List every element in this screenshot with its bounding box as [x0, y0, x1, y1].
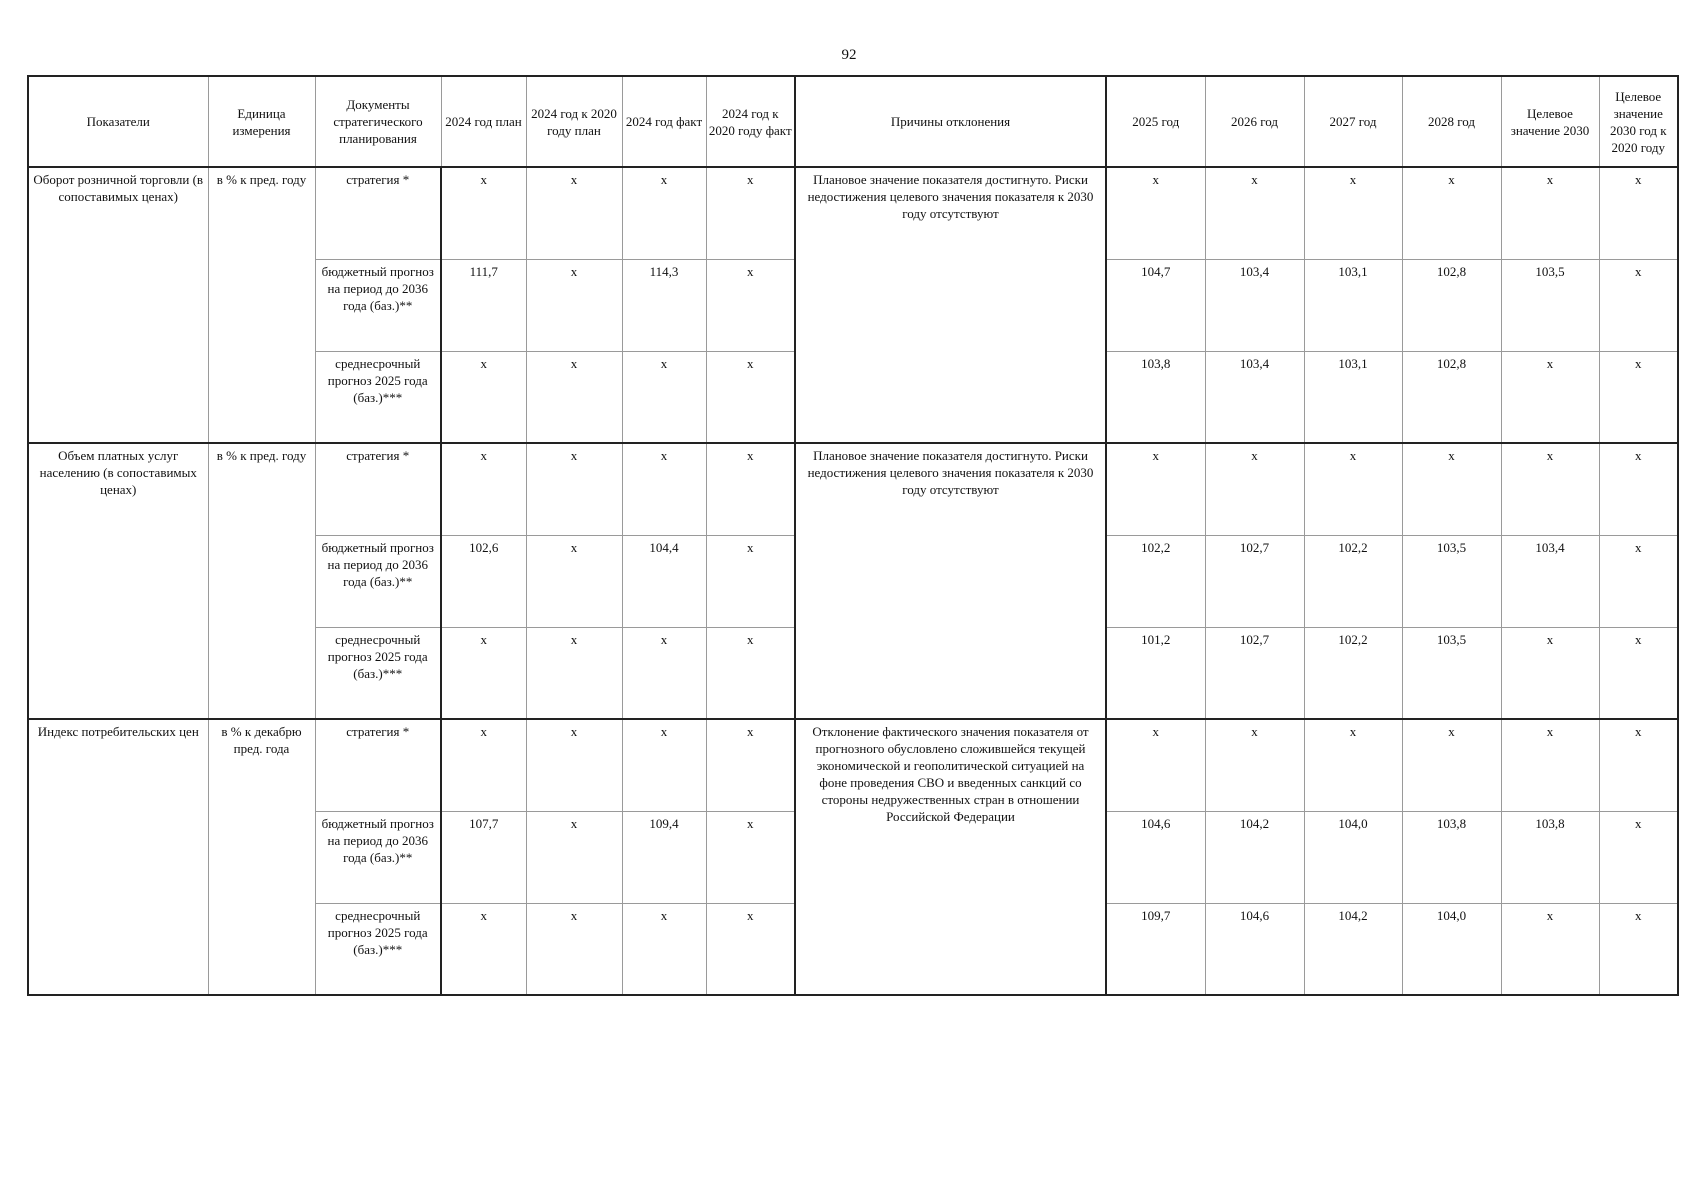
value-cell: 102,6	[441, 535, 526, 627]
value-cell: х	[441, 167, 526, 259]
value-cell: х	[1501, 903, 1599, 995]
value-cell: 102,8	[1402, 351, 1501, 443]
document-cell: бюджетный прогноз на период до 2036 года (баз.)**	[315, 811, 441, 903]
header-documents: Документы стратегического планирования	[315, 76, 441, 167]
value-cell: х	[526, 903, 622, 995]
value-cell: 104,6	[1205, 903, 1304, 995]
header-2024-plan: 2024 год план	[441, 76, 526, 167]
value-cell: х	[1599, 167, 1678, 259]
value-cell: 103,1	[1304, 259, 1402, 351]
value-cell: х	[1501, 443, 1599, 535]
value-cell: х	[526, 443, 622, 535]
value-cell: х	[1599, 535, 1678, 627]
value-cell: 102,2	[1106, 535, 1205, 627]
value-cell: х	[441, 443, 526, 535]
header-2025: 2025 год	[1106, 76, 1205, 167]
value-cell: х	[1599, 719, 1678, 811]
value-cell: х	[1402, 719, 1501, 811]
value-cell: 103,5	[1501, 259, 1599, 351]
value-cell: 102,8	[1402, 259, 1501, 351]
value-cell: х	[1501, 167, 1599, 259]
value-cell: х	[622, 167, 706, 259]
header-2024-vs-2020-fact: 2024 год к 2020 году факт	[706, 76, 795, 167]
document-cell: среднесрочный прогноз 2025 года (баз.)***	[315, 351, 441, 443]
value-cell: 103,5	[1402, 627, 1501, 719]
value-cell: х	[622, 719, 706, 811]
value-cell: х	[441, 719, 526, 811]
value-cell: х	[706, 443, 795, 535]
header-indicators: Показатели	[28, 76, 208, 167]
value-cell: х	[1501, 719, 1599, 811]
value-cell: х	[706, 627, 795, 719]
document-cell: среднесрочный прогноз 2025 года (баз.)***	[315, 903, 441, 995]
value-cell: х	[1205, 167, 1304, 259]
indicator-unit: в % к декабрю пред. года	[208, 719, 315, 995]
header-2024-fact: 2024 год факт	[622, 76, 706, 167]
indicator-name: Индекс потребительских цен	[28, 719, 208, 995]
value-cell: х	[526, 535, 622, 627]
indicator-name: Оборот розничной торговли (в сопоставимых ценах)	[28, 167, 208, 443]
value-cell: 104,0	[1402, 903, 1501, 995]
header-unit: Единица измерения	[208, 76, 315, 167]
value-cell: х	[1402, 167, 1501, 259]
value-cell: 102,2	[1304, 535, 1402, 627]
value-cell: х	[526, 719, 622, 811]
value-cell: 102,7	[1205, 627, 1304, 719]
indicator-unit: в % к пред. году	[208, 443, 315, 719]
value-cell: х	[706, 535, 795, 627]
value-cell: х	[1599, 811, 1678, 903]
value-cell: 109,7	[1106, 903, 1205, 995]
value-cell: х	[622, 627, 706, 719]
table-row	[28, 719, 1678, 811]
value-cell: х	[1599, 351, 1678, 443]
value-cell: х	[1304, 719, 1402, 811]
page-number: 92	[841, 47, 857, 63]
value-cell: 109,4	[622, 811, 706, 903]
value-cell: 103,4	[1205, 351, 1304, 443]
table-row	[28, 167, 1678, 259]
value-cell: х	[526, 627, 622, 719]
indicator-unit: в % к пред. году	[208, 167, 315, 443]
value-cell: х	[706, 259, 795, 351]
value-cell: 104,4	[622, 535, 706, 627]
value-cell: х	[1106, 167, 1205, 259]
document-cell: стратегия *	[315, 167, 441, 259]
value-cell: 104,2	[1304, 903, 1402, 995]
document-cell: стратегия *	[315, 719, 441, 811]
value-cell: х	[1205, 719, 1304, 811]
value-cell: х	[526, 259, 622, 351]
header-2026: 2026 год	[1205, 76, 1304, 167]
deviation-reason: Плановое значение показателя достигнуто. Риски недостижения целевого значения показателя к 2030 году отсутствуют	[795, 443, 1106, 719]
deviation-reason: Плановое значение показателя достигнуто. Риски недостижения целевого значения показателя к 2030 году отсутствуют	[795, 167, 1106, 443]
value-cell: х	[1599, 627, 1678, 719]
value-cell: х	[706, 351, 795, 443]
value-cell: х	[526, 351, 622, 443]
indicator-name: Объем платных услуг населению (в сопоставимых ценах)	[28, 443, 208, 719]
header-2028: 2028 год	[1402, 76, 1501, 167]
deviation-reason: Отклонение фактического значения показателя от прогнозного обусловлено сложившейся текущей экономической и геополитической ситуацией на фоне проведения СВО и введенных санкций со стороны недружественных стран в отношении Российской Федерации	[795, 719, 1106, 995]
value-cell: х	[622, 443, 706, 535]
value-cell: х	[1106, 719, 1205, 811]
value-cell: 114,3	[622, 259, 706, 351]
value-cell: 101,2	[1106, 627, 1205, 719]
value-cell: х	[526, 167, 622, 259]
value-cell: х	[1304, 167, 1402, 259]
document-cell: бюджетный прогноз на период до 2036 года (баз.)**	[315, 535, 441, 627]
value-cell: 102,7	[1205, 535, 1304, 627]
document-cell: стратегия *	[315, 443, 441, 535]
header-2027: 2027 год	[1304, 76, 1402, 167]
value-cell: х	[1106, 443, 1205, 535]
value-cell: х	[706, 903, 795, 995]
value-cell: 103,4	[1205, 259, 1304, 351]
value-cell: х	[1402, 443, 1501, 535]
value-cell: 111,7	[441, 259, 526, 351]
header-target-2030-vs-2020: Целевое значение 2030 год к 2020 году	[1599, 76, 1678, 167]
value-cell: х	[1599, 259, 1678, 351]
value-cell: 104,2	[1205, 811, 1304, 903]
value-cell: 104,6	[1106, 811, 1205, 903]
value-cell: х	[441, 627, 526, 719]
table-row	[28, 443, 1678, 535]
value-cell: х	[1205, 443, 1304, 535]
value-cell: х	[706, 167, 795, 259]
value-cell: 103,8	[1501, 811, 1599, 903]
value-cell: х	[706, 811, 795, 903]
document-cell: среднесрочный прогноз 2025 года (баз.)***	[315, 627, 441, 719]
value-cell: 104,7	[1106, 259, 1205, 351]
document-cell: бюджетный прогноз на период до 2036 года (баз.)**	[315, 259, 441, 351]
value-cell: 103,5	[1402, 535, 1501, 627]
value-cell: х	[1501, 351, 1599, 443]
value-cell: 103,1	[1304, 351, 1402, 443]
header-row	[28, 76, 1678, 167]
value-cell: х	[1599, 443, 1678, 535]
value-cell: 107,7	[441, 811, 526, 903]
header-target-2030: Целевое значение 2030	[1501, 76, 1599, 167]
value-cell: х	[622, 351, 706, 443]
value-cell: х	[441, 351, 526, 443]
indicators-table	[27, 75, 1679, 996]
value-cell: 102,2	[1304, 627, 1402, 719]
value-cell: 104,0	[1304, 811, 1402, 903]
value-cell: 103,4	[1501, 535, 1599, 627]
value-cell: 103,8	[1106, 351, 1205, 443]
value-cell: 103,8	[1402, 811, 1501, 903]
header-2024-vs-2020-plan: 2024 год к 2020 году план	[526, 76, 622, 167]
value-cell: х	[441, 903, 526, 995]
value-cell: х	[1599, 903, 1678, 995]
value-cell: х	[526, 811, 622, 903]
header-deviation-reasons: Причины отклонения	[795, 76, 1106, 167]
value-cell: х	[622, 903, 706, 995]
value-cell: х	[1304, 443, 1402, 535]
value-cell: х	[1501, 627, 1599, 719]
value-cell: х	[706, 719, 795, 811]
